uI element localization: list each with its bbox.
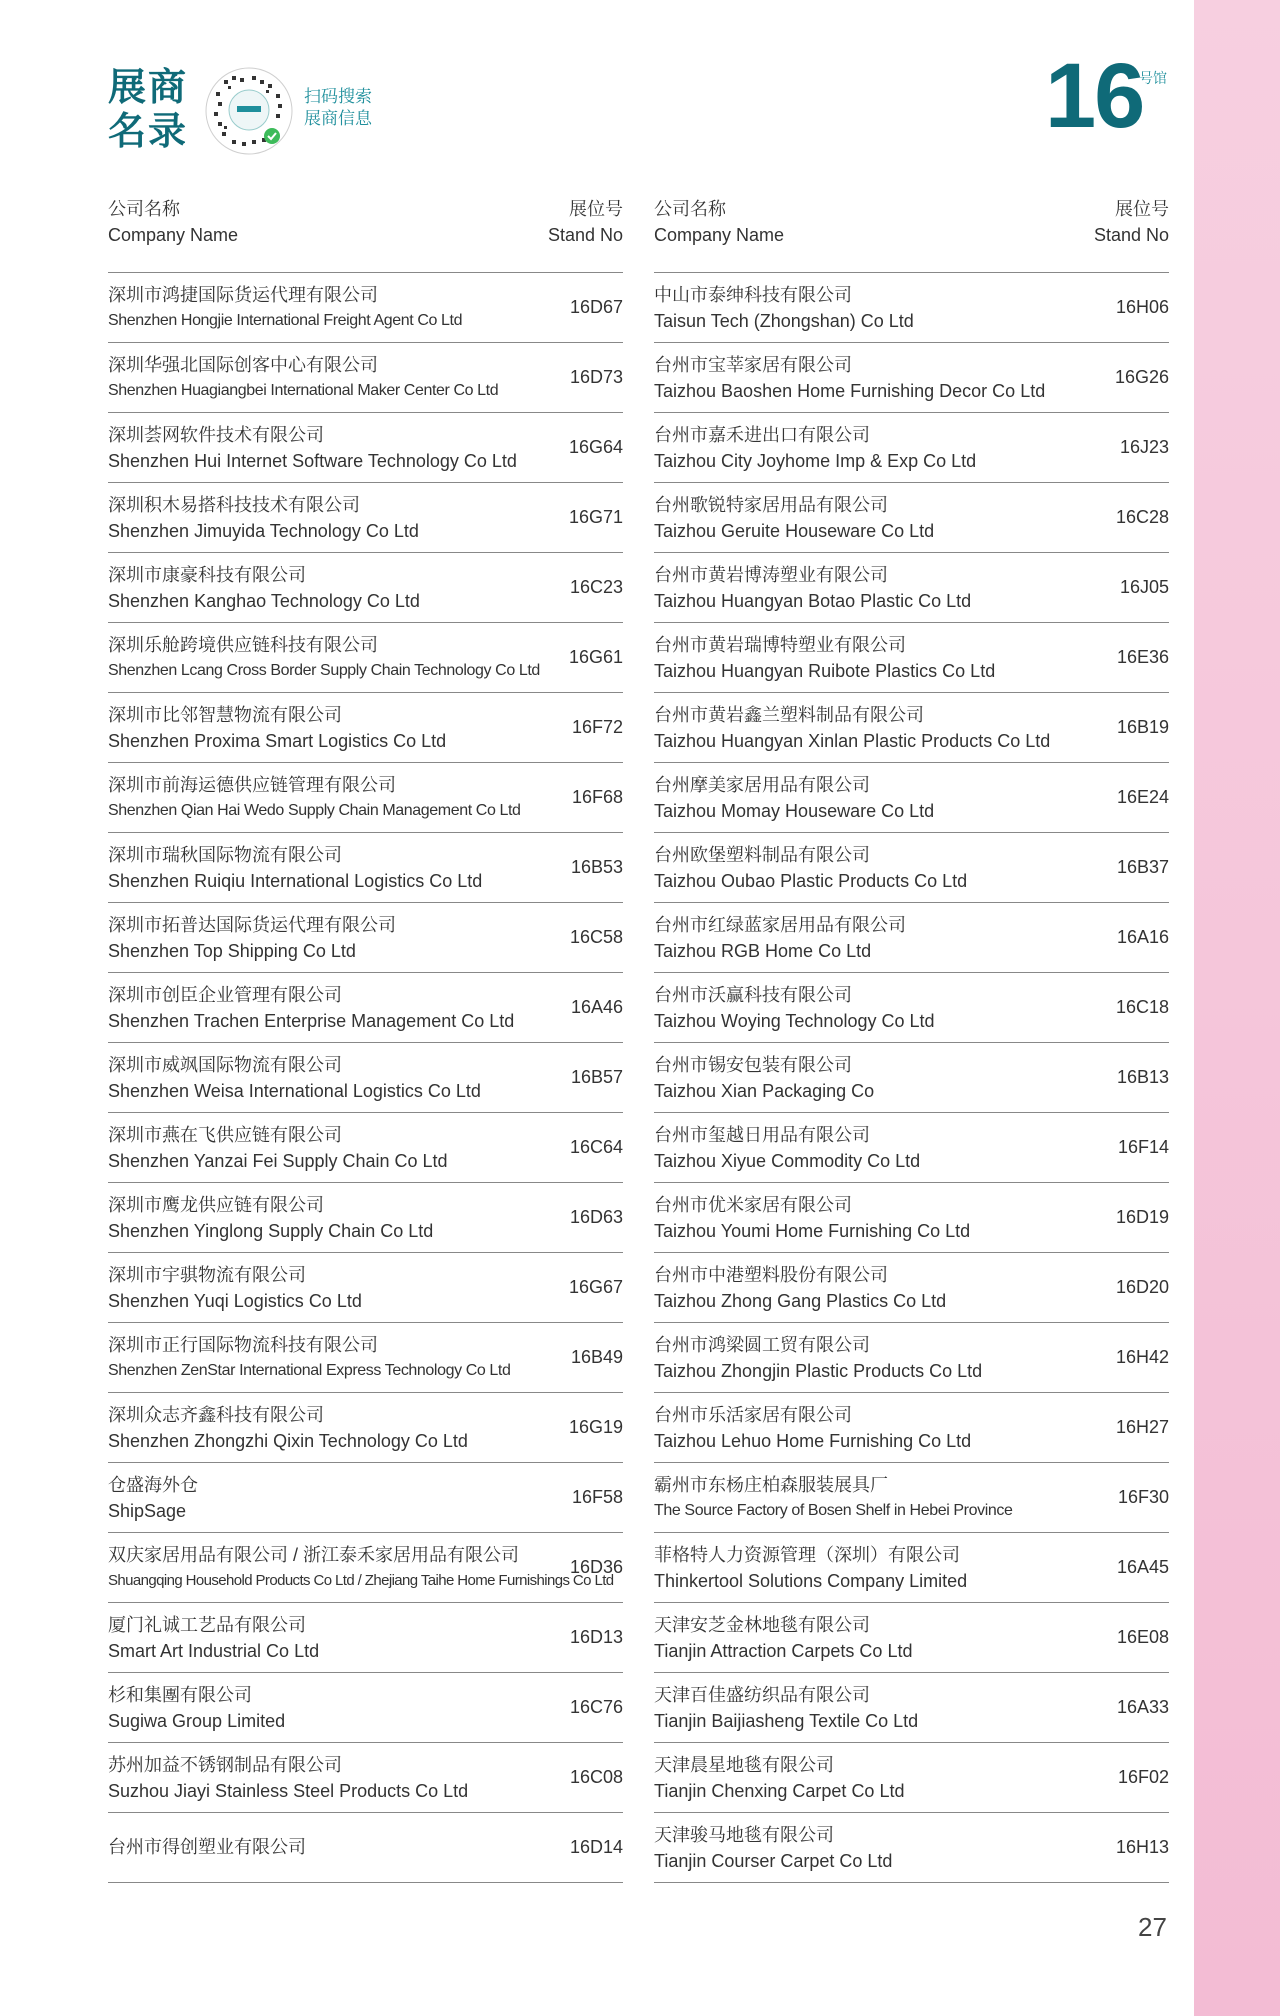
company-name-cn: 台州市锡安包装有限公司 bbox=[654, 1055, 852, 1075]
stand-number: 16G19 bbox=[568, 1417, 623, 1437]
company-name-en: Shenzhen Trachen Enterprise Management Co Ltd bbox=[108, 1011, 515, 1031]
company-name-en: Taizhou Xiyue Commodity Co Ltd bbox=[654, 1151, 921, 1171]
right-column-header bbox=[654, 196, 1169, 273]
left-column-header bbox=[108, 196, 623, 273]
exhibitor-row bbox=[654, 1603, 1169, 1673]
company-name-en: Shenzhen Proxima Smart Logistics Co Ltd bbox=[108, 731, 447, 751]
company-name-cn: 台州市优米家居有限公司 bbox=[654, 1195, 852, 1215]
exhibitor-row bbox=[108, 553, 623, 623]
exhibitor-row bbox=[654, 1813, 1169, 1883]
company-name-en: Taizhou Huangyan Botao Plastic Co Ltd bbox=[654, 591, 972, 611]
company-name-cn: 苏州加益不锈钢制品有限公司 bbox=[108, 1755, 342, 1775]
company-name-cn: 台州市玺越日用品有限公司 bbox=[654, 1125, 870, 1145]
page-header bbox=[0, 0, 1194, 170]
exhibitor-row bbox=[108, 1323, 623, 1393]
company-name-cn: 台州市黄岩鑫兰塑料制品有限公司 bbox=[654, 705, 924, 725]
company-name-cn: 深圳市康豪科技有限公司 bbox=[108, 565, 306, 585]
exhibitor-row bbox=[654, 1113, 1169, 1183]
company-name-en: Taizhou Oubao Plastic Products Co Ltd bbox=[654, 871, 968, 891]
exhibitor-row bbox=[654, 1463, 1169, 1533]
stand-no-header bbox=[1094, 196, 1169, 248]
company-name-en: Shenzhen Qian Hai Wedo Supply Chain Management Co Ltd bbox=[108, 802, 521, 819]
company-name-cn: 深圳积木易搭科技技术有限公司 bbox=[108, 495, 360, 515]
company-name-cn: 台州市乐活家居有限公司 bbox=[654, 1405, 852, 1425]
exhibitor-row bbox=[108, 1603, 623, 1673]
stand-number: 16E08 bbox=[1116, 1627, 1169, 1647]
exhibitor-row bbox=[108, 1393, 623, 1463]
stand-number: 16A16 bbox=[1116, 927, 1169, 947]
company-name-en: Suzhou Jiayi Stainless Steel Products Co Ltd bbox=[108, 1781, 469, 1801]
stand-number: 16A33 bbox=[1116, 1697, 1169, 1717]
stand-number: 16E36 bbox=[1116, 647, 1169, 667]
company-name-en: ShipSage bbox=[108, 1501, 187, 1521]
stand-no-header bbox=[548, 196, 623, 248]
stand-number: 16D19 bbox=[1115, 1207, 1169, 1227]
exhibitor-row bbox=[108, 1673, 623, 1743]
stand-number: 16H27 bbox=[1115, 1417, 1169, 1437]
company-name-en: Shenzhen Hui Internet Software Technology Co Ltd bbox=[108, 451, 517, 471]
stand-number: 16B57 bbox=[570, 1067, 623, 1087]
company-name-en: Shenzhen Jimuyida Technology Co Ltd bbox=[108, 521, 419, 541]
company-name-cn: 双庆家居用品有限公司 / 浙江泰禾家居用品有限公司 bbox=[108, 1545, 520, 1565]
right-column bbox=[654, 196, 1169, 1883]
company-name-header-cn: 公司名称 bbox=[108, 199, 180, 219]
company-name-cn: 深圳乐舱跨境供应链科技有限公司 bbox=[108, 635, 378, 655]
company-name-cn: 台州欧堡塑料制品有限公司 bbox=[654, 845, 870, 865]
company-name-en: Shenzhen Yanzai Fei Supply Chain Co Ltd bbox=[108, 1151, 448, 1171]
company-name-cn: 深圳市威飒国际物流有限公司 bbox=[108, 1055, 342, 1075]
exhibitor-row bbox=[654, 1533, 1169, 1603]
stand-number: 16A46 bbox=[570, 997, 623, 1017]
company-name-cn: 台州摩美家居用品有限公司 bbox=[654, 775, 870, 795]
scan-hint bbox=[304, 86, 372, 130]
company-name-en: Shenzhen Kanghao Technology Co Ltd bbox=[108, 591, 420, 611]
left-column bbox=[108, 196, 623, 1883]
company-name-cn: 仓盛海外仓 bbox=[108, 1475, 198, 1495]
stand-number: 16B53 bbox=[570, 857, 623, 877]
exhibitor-row bbox=[654, 1673, 1169, 1743]
exhibitor-row bbox=[108, 1463, 623, 1533]
company-name-en: Shenzhen Zhongzhi Qixin Technology Co Ltd bbox=[108, 1431, 468, 1451]
exhibitor-row bbox=[654, 553, 1169, 623]
company-name-cn: 深圳市燕在飞供应链有限公司 bbox=[108, 1125, 342, 1145]
company-name-cn: 霸州市东杨庄柏森服装展具厂 bbox=[654, 1475, 888, 1495]
stand-number: 16B13 bbox=[1116, 1067, 1169, 1087]
company-name-en: Sugiwa Group Limited bbox=[108, 1711, 286, 1731]
exhibitor-row bbox=[108, 1183, 623, 1253]
company-name-cn: 天津百佳盛纺织品有限公司 bbox=[654, 1685, 870, 1705]
exhibitor-row bbox=[108, 623, 623, 693]
company-name-en: Tianjin Attraction Carpets Co Ltd bbox=[654, 1641, 913, 1661]
stand-number: 16H06 bbox=[1115, 297, 1169, 317]
exhibitor-row bbox=[108, 1113, 623, 1183]
company-name-header-cn: 公司名称 bbox=[654, 199, 726, 219]
exhibitor-row bbox=[654, 1393, 1169, 1463]
stand-number: 16F02 bbox=[1117, 1767, 1169, 1787]
exhibitor-row bbox=[108, 1743, 623, 1813]
company-name-cn: 深圳市创臣企业管理有限公司 bbox=[108, 985, 342, 1005]
company-name-header bbox=[108, 196, 238, 248]
company-name-cn: 深圳市鸿捷国际货运代理有限公司 bbox=[108, 285, 378, 305]
company-name-cn: 天津安芝金林地毯有限公司 bbox=[654, 1615, 870, 1635]
company-name-header bbox=[654, 196, 784, 248]
stand-number: 16J23 bbox=[1119, 437, 1169, 457]
exhibitor-row bbox=[654, 1323, 1169, 1393]
stand-number: 16G67 bbox=[568, 1277, 623, 1297]
stand-number: 16D67 bbox=[569, 297, 623, 317]
stand-number: 16H13 bbox=[1115, 1837, 1169, 1857]
company-name-cn: 深圳华强北国际创客中心有限公司 bbox=[108, 355, 378, 375]
stand-number: 16C23 bbox=[569, 577, 623, 597]
scan-hint-line1: 扫码搜索 bbox=[304, 87, 372, 106]
exhibitor-row bbox=[654, 273, 1169, 343]
exhibitor-row bbox=[654, 693, 1169, 763]
company-name-cn: 台州市宝莘家居有限公司 bbox=[654, 355, 852, 375]
company-name-cn: 中山市泰绅科技有限公司 bbox=[654, 285, 852, 305]
exhibitor-row bbox=[654, 763, 1169, 833]
company-name-cn: 深圳众志齐鑫科技有限公司 bbox=[108, 1405, 324, 1425]
stand-number: 16B19 bbox=[1116, 717, 1169, 737]
exhibitor-row bbox=[654, 413, 1169, 483]
company-name-cn: 台州市中港塑料股份有限公司 bbox=[654, 1265, 888, 1285]
exhibitor-row bbox=[654, 903, 1169, 973]
stand-number: 16H42 bbox=[1115, 1347, 1169, 1367]
stand-number: 16G71 bbox=[568, 507, 623, 527]
company-name-en: Shenzhen Huagiangbei International Maker Center Co Ltd bbox=[108, 382, 499, 399]
stand-number: 16C76 bbox=[569, 1697, 623, 1717]
company-name-cn: 台州市鸿梁圆工贸有限公司 bbox=[654, 1335, 870, 1355]
company-name-cn: 深圳荟网软件技术有限公司 bbox=[108, 425, 324, 445]
stand-number: 16G26 bbox=[1114, 367, 1169, 387]
stand-number: 16E24 bbox=[1116, 787, 1169, 807]
stand-number: 16A45 bbox=[1116, 1557, 1169, 1577]
company-name-cn: 台州市黄岩瑞博特塑业有限公司 bbox=[654, 635, 906, 655]
company-name-cn: 台州市得创塑业有限公司 bbox=[108, 1837, 306, 1857]
stand-number: 16F58 bbox=[571, 1487, 623, 1507]
scan-hint-line2: 展商信息 bbox=[304, 109, 372, 128]
stand-no-header-cn: 展位号 bbox=[1115, 199, 1169, 219]
side-decor-strip bbox=[1194, 0, 1280, 2016]
company-name-en: Shenzhen ZenStar International Express Technology Co Ltd bbox=[108, 1362, 511, 1379]
hall-number: 16 bbox=[1045, 45, 1144, 147]
company-name-en: Taizhou Lehuo Home Furnishing Co Ltd bbox=[654, 1431, 972, 1451]
stand-no-header-en: Stand No bbox=[1093, 225, 1169, 245]
stand-number: 16F14 bbox=[1117, 1137, 1169, 1157]
hall-label: 号馆 bbox=[1139, 70, 1167, 86]
exhibitor-row bbox=[108, 833, 623, 903]
exhibitor-row bbox=[654, 623, 1169, 693]
directory-title bbox=[108, 66, 188, 154]
company-name-cn: 台州市黄岩博涛塑业有限公司 bbox=[654, 565, 888, 585]
stand-number: 16B49 bbox=[570, 1347, 623, 1367]
stand-number: 16F30 bbox=[1117, 1487, 1169, 1507]
qr-code-icon[interactable] bbox=[204, 66, 294, 156]
stand-number: 16F68 bbox=[571, 787, 623, 807]
exhibitor-row bbox=[108, 1043, 623, 1113]
exhibitor-row bbox=[108, 1813, 623, 1883]
company-name-en: Shenzhen Weisa International Logistics Co Ltd bbox=[108, 1081, 481, 1101]
company-name-en: The Source Factory of Bosen Shelf in Hebei Province bbox=[654, 1502, 1013, 1519]
company-name-cn: 台州市红绿蓝家居用品有限公司 bbox=[654, 915, 906, 935]
page-number: 27 bbox=[1138, 1912, 1167, 1942]
company-name-cn: 深圳市鹰龙供应链有限公司 bbox=[108, 1195, 324, 1215]
exhibitor-row bbox=[654, 483, 1169, 553]
company-name-cn: 深圳市宇骐物流有限公司 bbox=[108, 1265, 306, 1285]
company-name-en: Taizhou RGB Home Co Ltd bbox=[654, 941, 872, 961]
exhibitor-row bbox=[654, 1743, 1169, 1813]
company-name-en: Taizhou Huangyan Xinlan Plastic Products Co Ltd bbox=[654, 731, 1051, 751]
company-name-en: Taizhou Xian Packaging Co bbox=[654, 1081, 875, 1101]
company-name-en: Taizhou City Joyhome Imp & Exp Co Ltd bbox=[654, 451, 977, 471]
stand-number: 16G61 bbox=[568, 647, 623, 667]
stand-number: 16C18 bbox=[1115, 997, 1169, 1017]
exhibitor-row bbox=[108, 903, 623, 973]
directory-title-line1: 展商 bbox=[108, 67, 189, 109]
company-name-cn: 台州市沃赢科技有限公司 bbox=[654, 985, 852, 1005]
stand-number: 16G64 bbox=[568, 437, 623, 457]
company-name-en: Taizhou Baoshen Home Furnishing Decor Co Ltd bbox=[654, 381, 1046, 401]
company-name-en: Taizhou Momay Houseware Co Ltd bbox=[654, 801, 935, 821]
stand-number: 16D73 bbox=[569, 367, 623, 387]
company-name-cn: 深圳市正行国际物流科技有限公司 bbox=[108, 1335, 378, 1355]
exhibitor-row bbox=[654, 343, 1169, 413]
stand-number: 16D13 bbox=[569, 1627, 623, 1647]
exhibitor-row bbox=[108, 343, 623, 413]
stand-number: 16D20 bbox=[1115, 1277, 1169, 1297]
directory-title-line2: 名录 bbox=[108, 111, 189, 153]
stand-no-header-en: Stand No bbox=[547, 225, 623, 245]
company-name-en: Shenzhen Hongjie International Freight Agent Co Ltd bbox=[108, 312, 463, 329]
exhibitor-row bbox=[108, 483, 623, 553]
company-name-cn: 厦门礼诚工艺品有限公司 bbox=[108, 1615, 306, 1635]
company-name-cn: 台州歌锐特家居用品有限公司 bbox=[654, 495, 888, 515]
company-name-en: Taizhou Huangyan Ruibote Plastics Co Ltd bbox=[654, 661, 996, 681]
company-name-en: Tianjin Chenxing Carpet Co Ltd bbox=[654, 1781, 905, 1801]
company-name-cn: 深圳市比邻智慧物流有限公司 bbox=[108, 705, 342, 725]
company-name-en: Thinkertool Solutions Company Limited bbox=[654, 1571, 968, 1591]
company-name-en: Taisun Tech (Zhongshan) Co Ltd bbox=[654, 311, 914, 331]
exhibitor-row bbox=[108, 1533, 623, 1603]
exhibitor-row bbox=[108, 763, 623, 833]
company-name-en: Smart Art Industrial Co Ltd bbox=[108, 1641, 320, 1661]
company-name-cn: 天津骏马地毯有限公司 bbox=[654, 1825, 834, 1845]
company-name-cn: 杉和集團有限公司 bbox=[108, 1685, 252, 1705]
exhibitor-row bbox=[108, 413, 623, 483]
company-name-en: Taizhou Zhongjin Plastic Products Co Ltd bbox=[654, 1361, 983, 1381]
company-name-header-en: Company Name bbox=[654, 225, 785, 245]
stand-number: 16J05 bbox=[1119, 577, 1169, 597]
exhibitor-row bbox=[108, 693, 623, 763]
exhibitor-row bbox=[108, 273, 623, 343]
company-name-en: Shenzhen Lcang Cross Border Supply Chain Technology Co Ltd bbox=[108, 662, 540, 679]
exhibitor-row bbox=[654, 1043, 1169, 1113]
company-name-en: Shuangqing Household Products Co Ltd / Zhejiang Taihe Home Furnishings Co Ltd bbox=[108, 1572, 614, 1589]
company-name-cn: 深圳市拓普达国际货运代理有限公司 bbox=[108, 915, 396, 935]
company-name-en: Taizhou Youmi Home Furnishing Co Ltd bbox=[654, 1221, 971, 1241]
company-name-en: Tianjin Courser Carpet Co Ltd bbox=[654, 1851, 893, 1871]
company-name-en: Shenzhen Ruiqiu International Logistics Co Ltd bbox=[108, 871, 483, 891]
company-name-en: Taizhou Woying Technology Co Ltd bbox=[654, 1011, 935, 1031]
exhibitor-row bbox=[654, 1253, 1169, 1323]
exhibitor-row bbox=[108, 1253, 623, 1323]
company-name-en: Shenzhen Yuqi Logistics Co Ltd bbox=[108, 1291, 362, 1311]
company-name-cn: 深圳市瑞秋国际物流有限公司 bbox=[108, 845, 342, 865]
exhibitor-row bbox=[654, 1183, 1169, 1253]
stand-number: 16D36 bbox=[569, 1557, 623, 1577]
company-name-cn: 深圳市前海运德供应链管理有限公司 bbox=[108, 775, 396, 795]
company-name-en: Taizhou Geruite Houseware Co Ltd bbox=[654, 521, 935, 541]
exhibitor-row bbox=[654, 973, 1169, 1043]
exhibitor-row bbox=[654, 833, 1169, 903]
stand-number: 16B37 bbox=[1116, 857, 1169, 877]
company-name-cn: 天津晨星地毯有限公司 bbox=[654, 1755, 834, 1775]
company-name-en: Shenzhen Top Shipping Co Ltd bbox=[108, 941, 356, 961]
company-name-en: Tianjin Baijiasheng Textile Co Ltd bbox=[654, 1711, 919, 1731]
stand-number: 16C58 bbox=[569, 927, 623, 947]
stand-number: 16C08 bbox=[569, 1767, 623, 1787]
stand-number: 16C64 bbox=[569, 1137, 623, 1157]
stand-number: 16C28 bbox=[1115, 507, 1169, 527]
stand-number: 16D14 bbox=[569, 1837, 623, 1857]
exhibitor-row bbox=[108, 973, 623, 1043]
company-name-header-en: Company Name bbox=[108, 225, 239, 245]
company-name-en: Taizhou Zhong Gang Plastics Co Ltd bbox=[654, 1291, 947, 1311]
company-name-cn: 菲格特人力资源管理（深圳）有限公司 bbox=[654, 1545, 960, 1565]
stand-number: 16F72 bbox=[571, 717, 623, 737]
company-name-cn: 台州市嘉禾进出口有限公司 bbox=[654, 425, 870, 445]
stand-number: 16D63 bbox=[569, 1207, 623, 1227]
company-name-en: Shenzhen Yinglong Supply Chain Co Ltd bbox=[108, 1221, 434, 1241]
stand-no-header-cn: 展位号 bbox=[569, 199, 623, 219]
